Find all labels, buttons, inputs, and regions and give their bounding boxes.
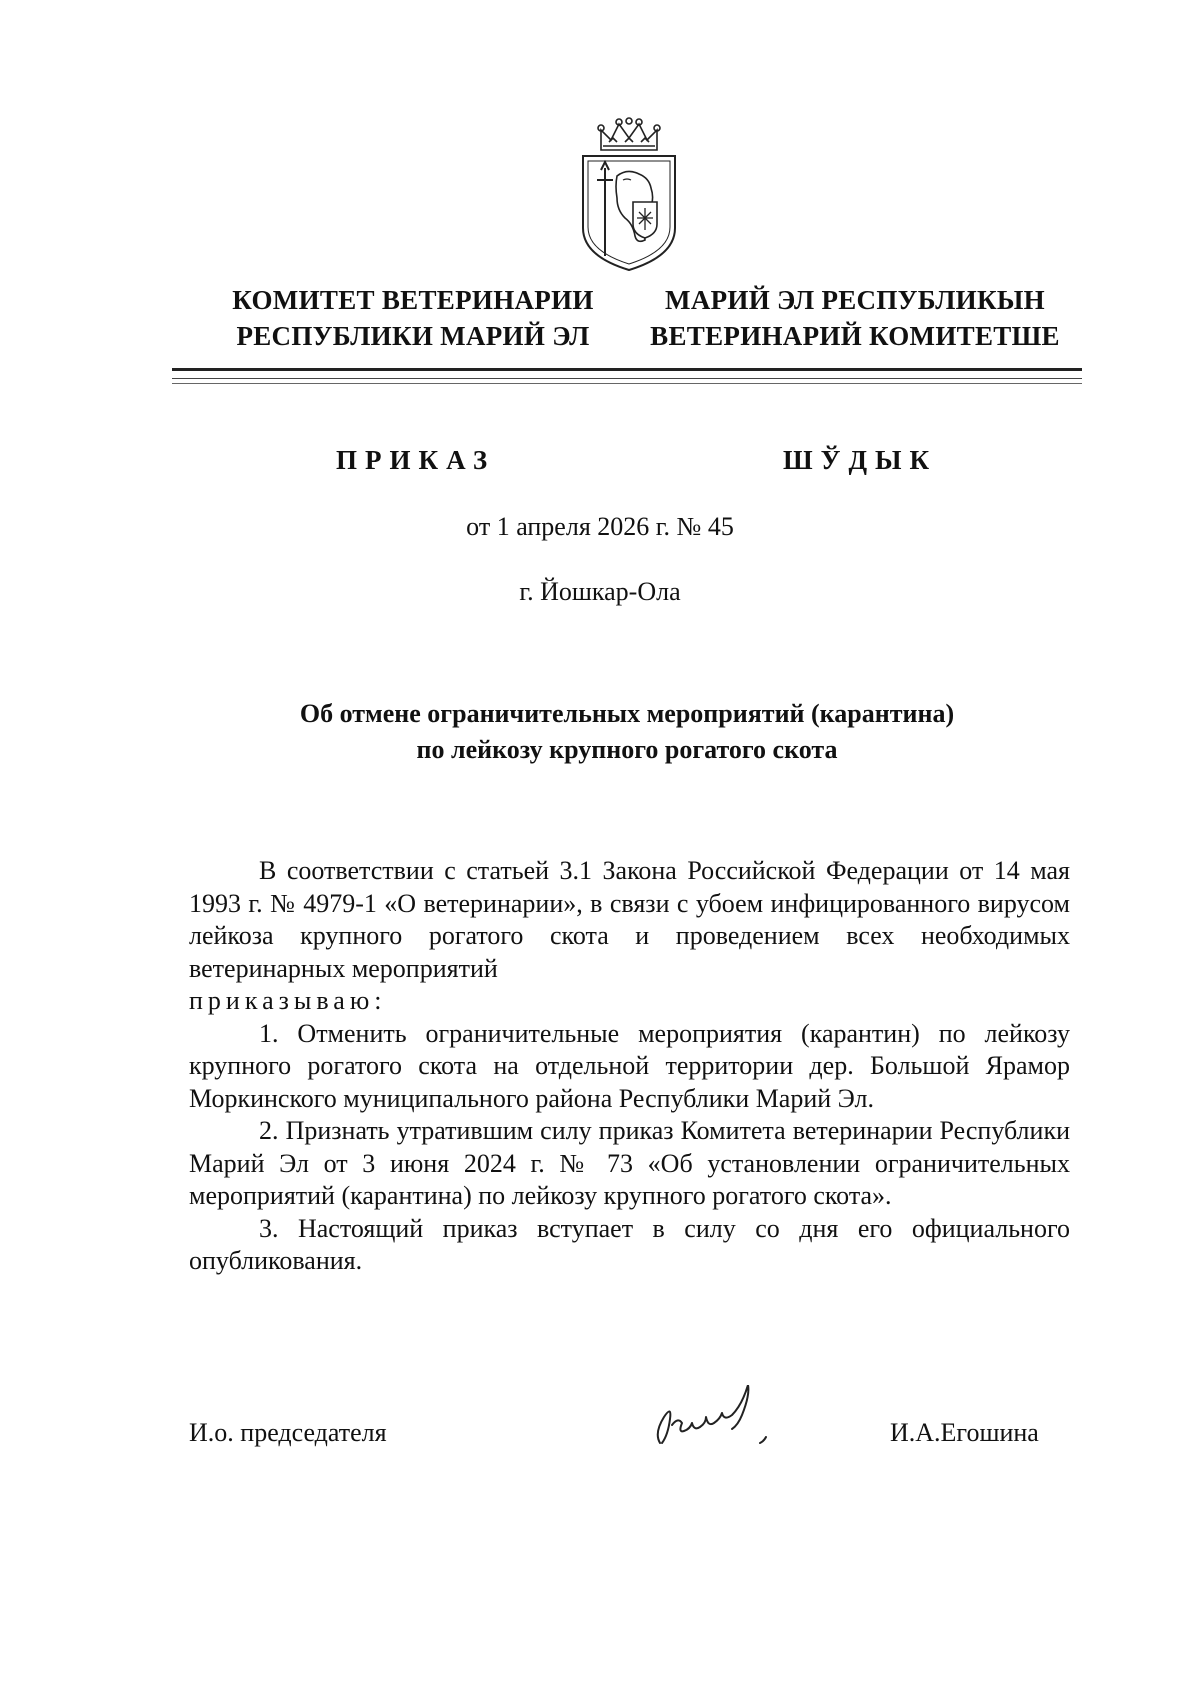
- header-divider-thick: [172, 368, 1082, 371]
- signatory-name: И.А.Егошина: [890, 1418, 1039, 1447]
- document-body: [189, 855, 1070, 1278]
- org-name-russian: [218, 282, 608, 354]
- header-divider-thin: [172, 378, 1082, 379]
- title-line2: по лейкозу крупного рогатого скота: [416, 735, 838, 764]
- coat-of-arms-icon: [573, 116, 685, 276]
- document-date-number: от 1 апреля 2026 г. № 45: [466, 512, 734, 541]
- org-mari-line2: ВЕТЕРИНАРИЙ КОМИТЕТШЕ: [650, 321, 1060, 351]
- order-word: приказываю:: [189, 986, 387, 1015]
- order-word-paragraph: [189, 985, 1070, 1018]
- org-mari-line1: МАРИЙ ЭЛ РЕСПУБЛИКЫН: [665, 285, 1045, 315]
- header-divider-thin-2: [172, 383, 1082, 384]
- item-3: 3. Настоящий приказ вступает в силу со дня его официального опубликования.: [189, 1213, 1070, 1275]
- org-name-mari: [640, 282, 1070, 354]
- doc-type-mari: ШЎДЫК: [783, 445, 938, 475]
- doc-type-russian: ПРИКАЗ: [336, 445, 496, 475]
- document-title: [172, 696, 1082, 768]
- item-2: 2. Признать утратившим силу приказ Комитета ветеринарии Республики Марий Эл от 3 июня 2024 г. № 73 «Об установлении ограничительных мероприятий (карантина) по лейкозу крупного рогатого скота».: [189, 1116, 1070, 1210]
- org-ru-line2: РЕСПУБЛИКИ МАРИЙ ЭЛ: [236, 321, 590, 351]
- handwritten-signature: [640, 1385, 820, 1455]
- item-1: 1. Отменить ограничительные мероприятия (карантин) по лейкозу крупного рогатого скота на отдельной территории дер. Большой Ярамор Моркинского муниципального района Республики Марий Эл.: [189, 1018, 1070, 1113]
- org-ru-line1: КОМИТЕТ ВЕТЕРИНАРИИ: [232, 285, 594, 315]
- title-line1: Об отмене ограничительных мероприятий (карантина): [299, 699, 955, 728]
- signatory-position: И.о. председателя: [189, 1418, 387, 1447]
- preamble-paragraph: В соответствии с статьей 3.1 Закона Российской Федерации от 14 мая 1993 г. № 4979-1 «О ветеринарии», в связи с убоем инфицированного вирусом лейкоза крупного рогатого скота и проведением всех необходимых ветеринарных мероприятий: [189, 856, 1070, 983]
- document-city: г. Йошкар-Ола: [519, 577, 681, 606]
